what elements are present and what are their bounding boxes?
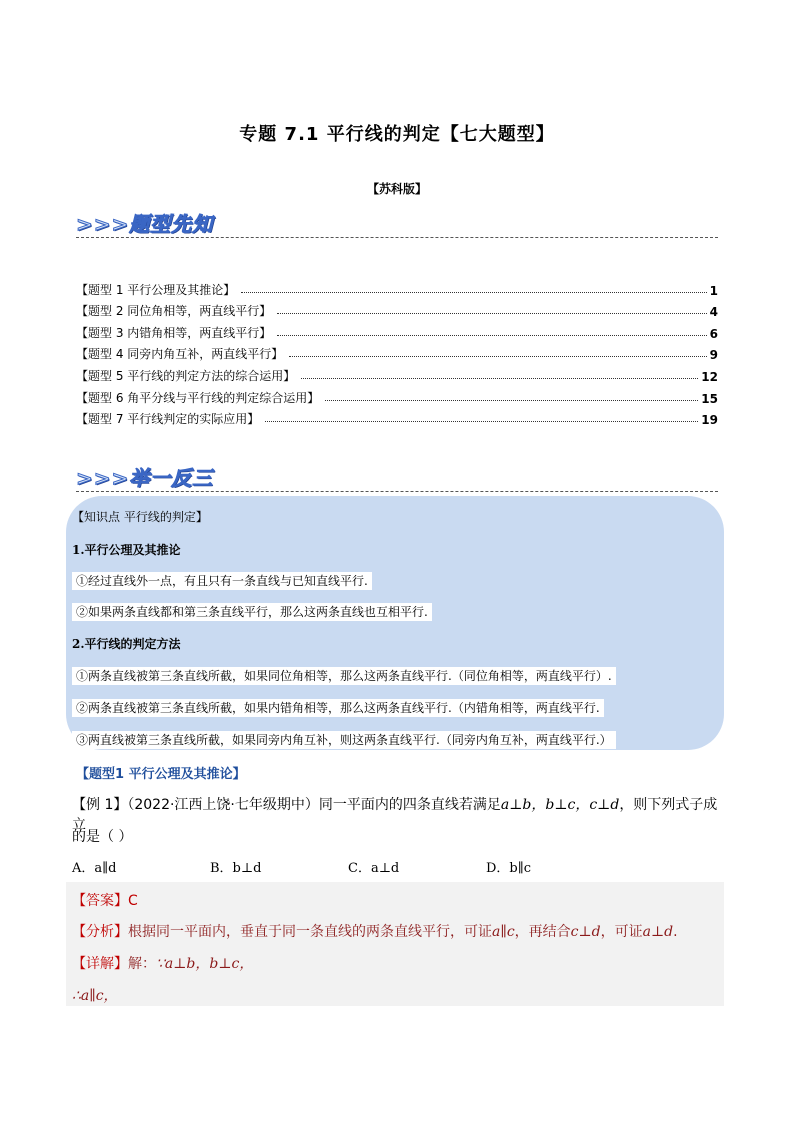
toc-item[interactable]: 【题型 7 平行线判定的实际应用】 19 [76, 412, 718, 428]
knowledge-point: ①两条直线被第三条直线所截，如果同位角相等，那么这两条直线平行.（同位角相等，两直线平行）. [72, 667, 616, 685]
knowledge-point: ①经过直线外一点，有且只有一条直线与已知直线平行. [72, 572, 372, 590]
page-title: 专题 7.1 平行线的判定【七大题型】 [239, 124, 555, 145]
option-b[interactable]: B．b⊥d [210, 861, 262, 876]
toc-item[interactable]: 【题型 2 同位角相等，两直线平行】 4 [76, 304, 718, 320]
toc-item[interactable]: 【题型 5 平行线的判定方法的综合运用】 12 [76, 368, 718, 384]
analysis-line: 【分析】根据同一平面内，垂直于同一条直线的两条直线平行，可证a∥c，再结合c⊥d，可证a⊥d. [72, 924, 678, 940]
toc-item[interactable]: 【题型 1 平行公理及其推论】 1 [76, 282, 718, 298]
type-heading: 【题型1 平行公理及其推论】 [76, 767, 246, 782]
answer-line: 【答案】C [72, 893, 138, 909]
example-question-line2: 的是（ ） [72, 829, 133, 845]
toc-item[interactable]: 【题型 3 内错角相等，两直线平行】 6 [76, 325, 718, 341]
section-banner-practice: >>>举一反三 [76, 466, 214, 490]
knowledge-section-1: 1.平行公理及其推论 [72, 543, 181, 557]
solution-box [66, 882, 724, 1006]
detail-line-2: ∴a∥c， [72, 988, 118, 1004]
option-a[interactable]: A．a∥d [72, 861, 117, 876]
divider [76, 491, 718, 492]
detail-line: 【详解】解：∵a⊥b，b⊥c， [72, 956, 254, 972]
answer-options [72, 857, 632, 876]
option-c[interactable]: C．a⊥d [348, 861, 400, 876]
knowledge-point: ②两条直线被第三条直线所截，如果内错角相等，那么这两条直线平行.（内错角相等，两直线平行. [72, 699, 604, 717]
toc-item[interactable]: 【题型 4 同旁内角互补，两直线平行】 9 [76, 347, 718, 363]
knowledge-point: ②如果两条直线都和第三条直线平行，那么这两条直线也互相平行. [72, 603, 432, 621]
knowledge-heading: 【知识点 平行线的判定】 [72, 510, 208, 524]
knowledge-point: ③两直线被第三条直线所截，如果同旁内角互补，则这两条直线平行.（同旁内角互补，两直线平行.） [72, 731, 616, 749]
example-question: 【例 1】（2022·江西上饶·七年级期中）同一平面内的四条直线若满足a⊥b，b⊥c，c⊥d，则下列式子成立 [72, 797, 718, 833]
section-banner-preview: >>>题型先知 [76, 212, 214, 236]
divider [76, 237, 718, 238]
edition-label: 【苏科版】 [366, 182, 427, 196]
option-d[interactable]: D．b∥c [486, 861, 532, 876]
toc-item[interactable]: 【题型 6 角平分线与平行线的判定综合运用】 15 [76, 390, 718, 406]
knowledge-section-2: 2.平行线的判定方法 [72, 637, 181, 651]
table-of-contents [76, 276, 718, 427]
